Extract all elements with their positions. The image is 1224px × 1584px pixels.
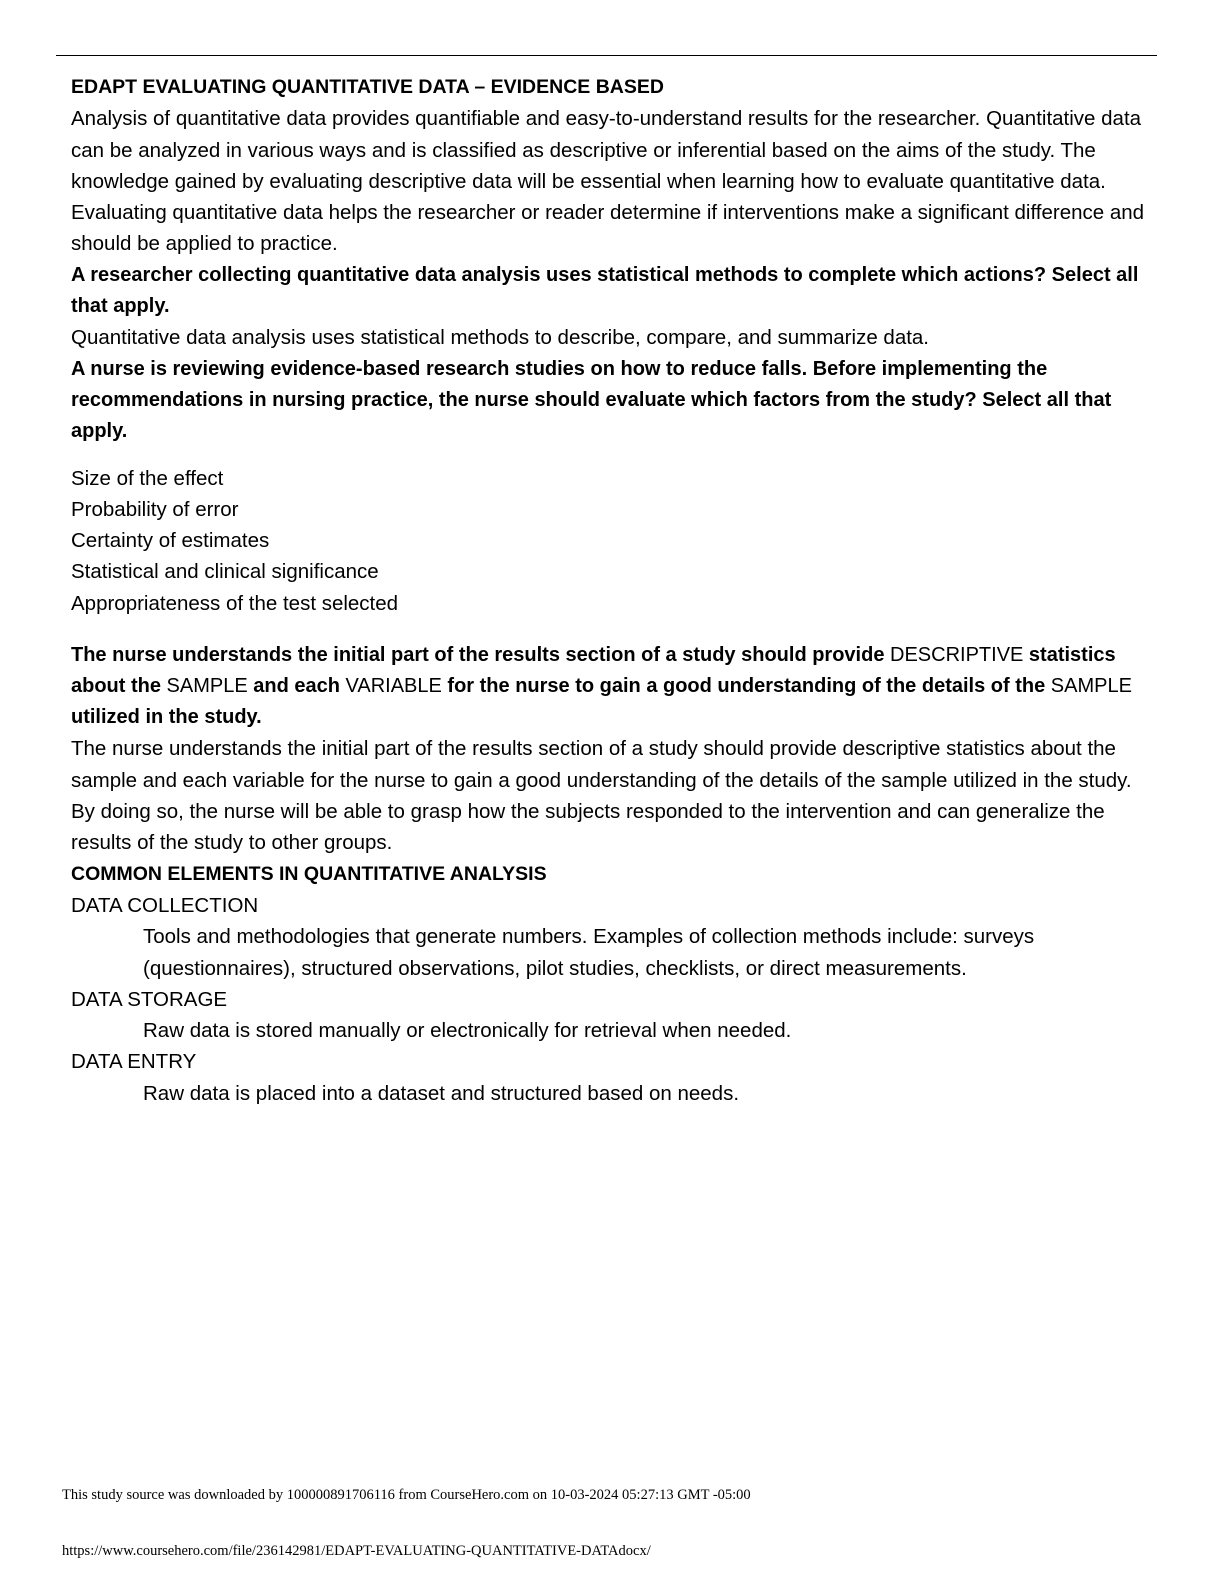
fill-in-blank-3: VARIABLE <box>345 674 442 697</box>
list-item: Size of the effect <box>71 466 224 490</box>
question-3-part-5: utilized in the study. <box>71 706 262 729</box>
list-item: Probability of error <box>71 497 239 521</box>
term-data-entry: DATA ENTRY <box>71 1050 197 1074</box>
definition-data-collection: Tools and methodologies that generate numbers. Examples of collection methods include: surveys (questionnaires), structured observations, pilot studies, checklists, or direct measurements. <box>143 925 1035 980</box>
list-item: Appropriateness of the test selected <box>71 591 399 615</box>
header-rule <box>56 55 1157 56</box>
term-data-collection: DATA COLLECTION <box>71 893 259 917</box>
section-heading: COMMON ELEMENTS IN QUANTITATIVE ANALYSIS <box>71 862 547 885</box>
document-body <box>71 72 1151 1109</box>
answer-3: The nurse understands the initial part of the results section of a study should provide descriptive statistics about the sample and each variable for the nurse to gain a good understanding of the details of the sample utilized in the study. By doing so, the nurse will be able to grasp how the subjects responded to the intervention and can generalize the results of the study to other groups. <box>71 737 1132 855</box>
source-url-link[interactable]: https://www.coursehero.com/file/236142981/EDAPT-EVALUATING-QUANTITATIVE-DATAdocx/ <box>62 1543 651 1559</box>
fill-in-blank-4: SAMPLE <box>1050 674 1132 697</box>
question-2: A nurse is reviewing evidence-based research studies on how to reduce falls. Before implementing the recommendations in nursing practice, the nurse should evaluate which factors from the study? Select all that apply. <box>71 357 1112 443</box>
question-3-part-1: The nurse understands the initial part of the results section of a study should provide <box>71 643 891 666</box>
list-item: Statistical and clinical significance <box>71 560 379 584</box>
intro-paragraph: Analysis of quantitative data provides quantifiable and easy-to-understand results for the researcher. Quantitative data can be analyzed in various ways and is classified as descriptive or inferential based on the aims of the study. The knowledge gained by evaluating descriptive data will be essential when learning how to evaluate quantitative data. Evaluating quantitative data helps the researcher or reader determine if interventions make a significant difference and should be applied to practice. <box>71 107 1145 256</box>
question-3 <box>71 640 1151 734</box>
question-1: A researcher collecting quantitative data analysis uses statistical methods to complete which actions? Select all that apply. <box>71 263 1139 318</box>
definition-data-entry: Raw data is placed into a dataset and structured based on needs. <box>143 1081 740 1105</box>
question-3-part-4: for the nurse to gain a good understanding of the details of the <box>441 674 1051 697</box>
answer-2-list <box>71 463 1151 619</box>
question-3-part-3: and each <box>247 674 346 697</box>
fill-in-blank-2: SAMPLE <box>166 674 248 697</box>
download-note: This study source was downloaded by 100000891706116 from CourseHero.com on 10-03-2024 05:27:13 GMT -05:00 <box>62 1487 751 1503</box>
term-data-storage: DATA STORAGE <box>71 987 228 1011</box>
fill-in-blank-1: DESCRIPTIVE <box>890 643 1024 666</box>
question-3-part-2: statistics about the <box>71 643 1116 697</box>
answer-1: Quantitative data analysis uses statistical methods to describe, compare, and summarize data. <box>71 326 930 350</box>
document-title: EDAPT EVALUATING QUANTITATIVE DATA – EVIDENCE BASED <box>71 76 664 98</box>
definition-data-storage: Raw data is stored manually or electronically for retrieval when needed. <box>143 1019 792 1043</box>
list-item: Certainty of estimates <box>71 529 270 553</box>
